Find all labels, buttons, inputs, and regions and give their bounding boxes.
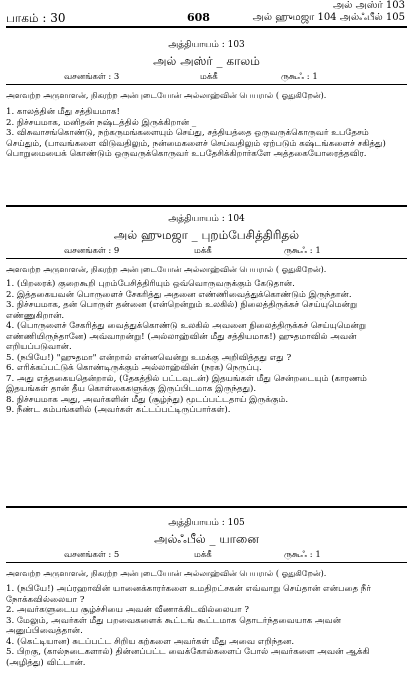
ruku-count: ருகூஃ : 1 [284, 550, 321, 560]
chapter-105 [4, 518, 409, 668]
page-header [4, 0, 409, 26]
bismillah: அளவற்ற அருளாளன், நிகரற்ற அன்புடையோன் அல்லாஹ்வின் பெயரால் ( ஓதுகிறேன்). [6, 91, 327, 100]
chapter-meta [4, 244, 409, 258]
page-number: 608 [187, 11, 210, 24]
chapter-title: அல் ஹுமஜா _ புறம்பேசித்திரிதல் [113, 228, 300, 242]
verse: 2. நிச்சயமாக, மனிதன் நஷ்டத்தில் இருக்கிறான் _ [6, 117, 197, 128]
chapter-rule [6, 258, 407, 259]
revelation-place: மக்கீ [200, 72, 218, 82]
verse: 7. அது எத்தகையதென்றால், (தேகத்தில் பட்டவுடன்) இதயங்கள் மீது சென்றடையும் (காரணம் இதயங்கள் தான் தீய கொள்கைகளுக்கு இருப்பிடமாக இருந்தது). [6, 373, 367, 394]
ruku-count: ருகூஃ : 1 [281, 72, 318, 82]
verse: 3. விசுவாசங்கொண்டு, நற்கருமங்களையும் செய்து, சத்தியத்தை ஒருவருக்கொருவர் உபதேசம் செய்தும், (பாவங்களை விடுவதிலும், நன்மைகளைச் செய்வதிலும் ஏற்படும் கஷ்டங்களைச் சகித்து) பொறுமையைக் கொண்டும் ஒருவருக்கொருவர் உபதேசிக்கிறார்களே அத்தகையோரைத்தவிர. [6, 128, 386, 159]
running-head-top: அல் அஸ்ர் 103 [333, 0, 405, 11]
chapter-103 [4, 40, 409, 205]
chapter-label: அத்தியாயம் : 104 [168, 214, 245, 224]
verse-count: வசனங்கள் : 5 [64, 550, 120, 560]
verse-count: வசனங்கள் : 3 [64, 72, 120, 82]
chapter-rule [6, 562, 407, 563]
chapter-104 [4, 214, 409, 506]
verse: 1. காலத்தின் மீது சத்தியமாக! [6, 107, 121, 117]
verse-count: வசனங்கள் : 9 [64, 246, 120, 256]
verse: 1. (நபியே!) அப்ரஹாவின் யானைக்காரர்களை உமதிறட்சகன் எவ்வாறு செய்தான் என்பதை நீர் நோக்கவில்லையா ? [6, 584, 371, 605]
verse: 4. (கெட்டியான) சுடப்பட்ட சிறிய கற்களை அவர்கள் மீது அவை எறிந்தன. [6, 636, 295, 647]
chapter-label: அத்தியாயம் : 105 [168, 518, 245, 528]
verse: 5. பிறகு, (கால்நடைகளால்) தின்னப்பட்ட வைக்கோல்களைப் போல் அவர்களை அவன் ஆக்கி (அழித்து) விட்டான். [6, 647, 370, 668]
revelation-place: மக்கீ [194, 550, 212, 560]
verse: 1. (பிறரைக்) குறைகூறி புறம்பேசித்திரியும் ஒவ்வொருவருக்கும் கேடுதான். [6, 279, 295, 289]
running-head-bottom: அல் ஹுமஜா 104 அல்ஃபீல் 105 [252, 12, 405, 23]
header-rule [6, 26, 407, 28]
chapter-label: அத்தியாயம் : 103 [168, 40, 245, 50]
section-rule [6, 205, 407, 207]
verse: 8. நிச்சயமாக அது, அவர்களின் மீது (சூழ்ந்து) மூடப்பட்டதாய் இருக்கும். [6, 394, 289, 405]
chapter-meta [4, 70, 409, 84]
chapter-title: அல்ஃபீல் _ யானை [154, 532, 259, 546]
bismillah: அளவற்ற அருளாளன், நிகரற்ற அன்புடையோன் அல்லாஹ்வின் பெயரால் ( ஓதுகிறேன்). [6, 569, 327, 578]
part-label: பாகம் : 30 [6, 11, 66, 25]
bismillah: அளவற்ற அருளாளன், நிகரற்ற அன்புடையோன் அல்லாஹ்வின் பெயரால் ( ஓதுகிறேன்). [6, 265, 327, 274]
ruku-count: ருகூஃ : 1 [284, 246, 321, 256]
verse: 2. அவர்களுடைய சூழ்ச்சியை அவன் வீணாக்கிடவில்லையா ? [6, 605, 249, 615]
chapter-meta [4, 548, 409, 562]
verse: 3. மேலும், அவர்கள் மீது பறவைகளைக் கூட்டங் கூட்டமாக தொடர்ந்தவையாக அவன் அனுப்பிவைத்தான். [6, 615, 342, 636]
verse: 9. நீண்ட கம்பங்களில் (அவர்கள் கட்டப்பட்டிருப்பார்கள்). [6, 405, 231, 415]
verse: 5. (நபியே!) "ஹுதமா" என்றால் என்னவென்று உமக்கு அறிவித்தது எது ? [6, 352, 292, 363]
section-rule [6, 506, 407, 508]
chapter-rule [6, 84, 407, 85]
verse: 6. எரிக்கப்பட்டுக் கொண்டிருக்கும் அல்லாஹ்வின் (நரக) நெருப்பு. [6, 363, 262, 373]
verse: 2. இத்தகையவன் பொருளைச் சேகரித்து அதனை எண்ணிவைத்துக்கொண்டும் இருந்தான். [6, 289, 352, 300]
verse: 3. நிச்சயமாக, தன் பொருள் தன்னை (என்றென்றும் உலகில்) நிலைத்திருக்கச் செய்யுமென்று எண்ணுகிறான். [6, 300, 358, 321]
verse: 4. (பொருளைச் சேகரித்து வைத்துக்கொண்டு உலகில் அவனை நிலைத்திருக்கச் செய்யுமென்று எண்ணியிருந்தானே) அவ்வாறன்று! (அல்லாஹ்வின் மீது சத்தியமாக!) ஹுதமாவில் அவன் எறியப்படுவான். [6, 321, 367, 352]
revelation-place: மக்கீ [194, 246, 212, 256]
chapter-title: அல் அஸ்ர் _ காலம் [153, 54, 260, 68]
